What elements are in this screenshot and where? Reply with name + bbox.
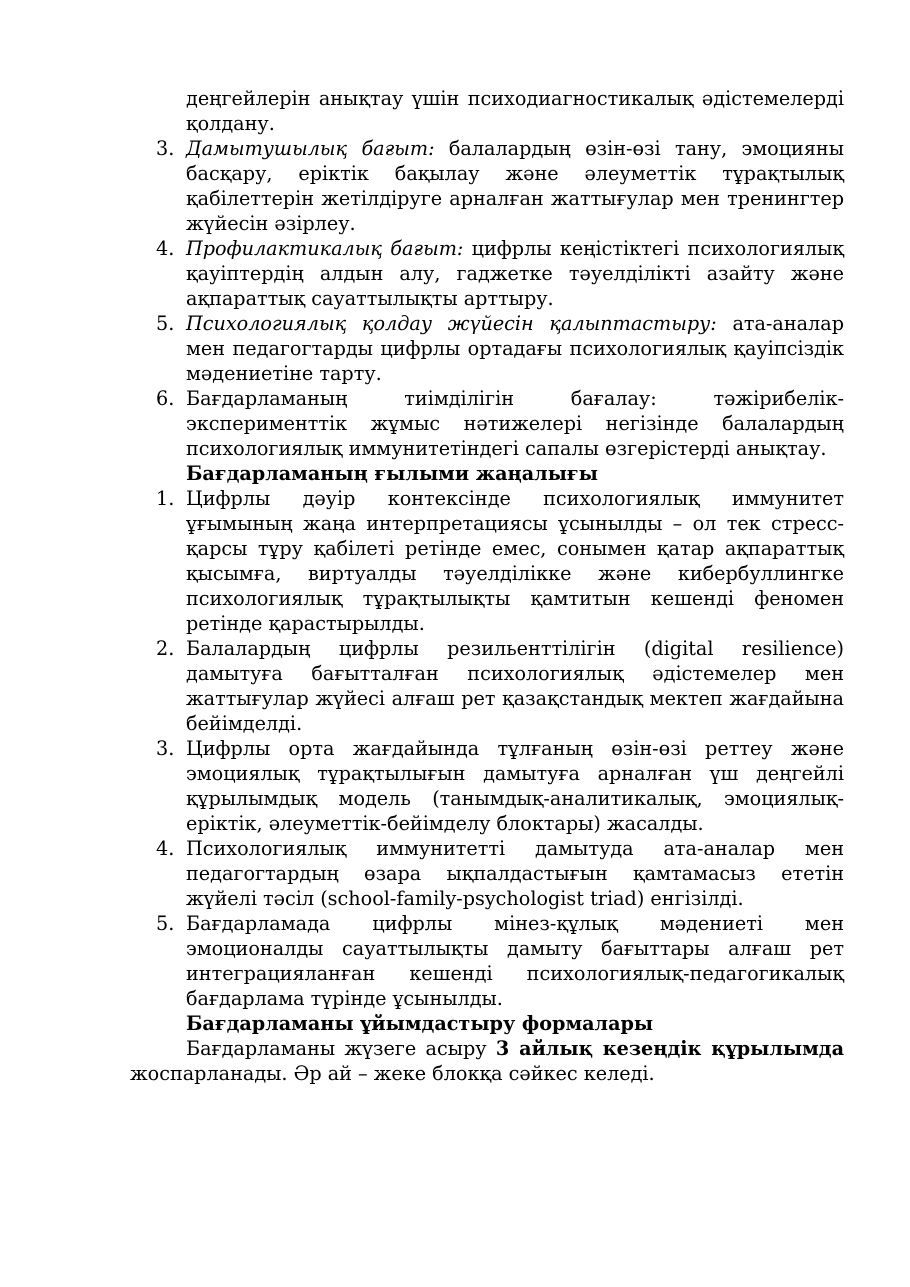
list-item-continuation: деңгейлерін анықтау үшін психодиагностикалық әдістемелерді қолдану. [186, 87, 844, 135]
novelty-item-5 [130, 911, 844, 1011]
paragraph-text: Бағдарламаны жүзеге асыру [186, 1037, 496, 1060]
novelty-text: Бағдарламада цифрлы мінез-құлық мәдениеті мен эмоционалды сауаттылықты дамыту бағыттары алғаш рет интеграцияланған кешенді психологиялық-педагогикалық бағдарлама түрінде ұсынылды. [186, 912, 844, 1010]
direction-text: цифрлы кеңістіктегі психологиялық қауіптердің алдын алу, гаджетке тәуелділікті азайту және ақпараттық сауаттылықты арттыру. [186, 237, 845, 310]
direction-item-3 [130, 136, 844, 236]
direction-title: Психологиялық қолдау жүйесін қалыптастыру: [186, 312, 717, 335]
direction-text: Бағдарламаның тиімділігін бағалау: тәжірибелік-эксперименттік жұмыс нәтижелері негізінде балалардың психологиялық иммунитетіндегі сапалы өзгерістерді анықтау. [186, 387, 844, 460]
direction-text: балалардың өзін-өзі тану, эмоцияны басқару, еріктік бақылау және әлеуметтік тұрақтылық қабілеттерін жетілдіруге арналған жаттығулар мен тренингтер жүйесін әзірлеу. [186, 137, 844, 235]
list-number: 1. [156, 487, 175, 510]
paragraph-text: жоспарланады. Әр ай – жеке блокқа сәйкес келеді. [130, 1062, 655, 1085]
novelty-item-4 [130, 836, 844, 911]
list-number: 4. [156, 237, 175, 260]
direction-item-4 [130, 236, 844, 311]
list-number: 3. [156, 737, 175, 760]
novelty-text: Балалардың цифрлы резильенттілігін (digital resilience) дамытуға бағытталған психологиялық әдістемелер мен жаттығулар жүйесі алғаш рет қазақстандық мектеп жағдайына бейімделді. [186, 637, 844, 735]
direction-item-6 [130, 386, 844, 461]
direction-item-5 [130, 311, 844, 386]
list-number: 5. [156, 912, 175, 935]
forms-heading: Бағдарламаны ұйымдастыру формалары [186, 1012, 654, 1035]
novelty-item-2 [130, 636, 844, 736]
novelty-text: Психологиялық иммунитетті дамытуда ата-аналар мен педагогтардың өзара ықпалдастығын қамтамасыз ететін жүйелі тәсіл (school-family-psychologist triad) енгізілді. [186, 837, 844, 910]
novelty-text: Цифрлы орта жағдайында тұлғаның өзін-өзі реттеу және эмоциялық тұрақтылығын дамытуға арналған үш деңгейлі құрылымдық модель (танымдық-аналитикалық, эмоциялық-еріктік, әлеуметтік-бейімделу блоктары) жасалды. [186, 737, 844, 835]
list-number: 2. [156, 637, 175, 660]
novelty-item-1 [130, 486, 844, 636]
novelty-text: Цифрлы дәуір контексінде психологиялық иммунитет ұғымының жаңа интерпретациясы ұсынылды – ол тек стресс-қарсы тұру қабілеті ретінде емес, сонымен қатар ақпараттық қысымға, виртуалды тәуелділікке және кибербуллингке психологиялық тұрақтылықты қамтитын кешенді феномен ретінде қарастырылды. [186, 487, 844, 635]
list-number: 4. [156, 837, 175, 860]
list-number: 3. [156, 137, 175, 160]
direction-title: Дамытушылық бағыт: [186, 137, 435, 160]
direction-text: ата-аналар мен педагогтарды цифрлы ортадағы психологиялық қауіпсіздік мәдениетіне тарту. [186, 312, 844, 385]
forms-paragraph [130, 1036, 844, 1086]
paragraph-bold-text: 3 айлық кезеңдік құрылымда [495, 1037, 845, 1060]
direction-title: Профилактикалық бағыт: [186, 237, 464, 260]
document-page [130, 86, 844, 1086]
list-number: 6. [156, 387, 175, 410]
list-number: 5. [156, 312, 175, 335]
novelty-item-3 [130, 736, 844, 836]
novelty-heading: Бағдарламаның ғылыми жаңалығы [186, 462, 598, 485]
